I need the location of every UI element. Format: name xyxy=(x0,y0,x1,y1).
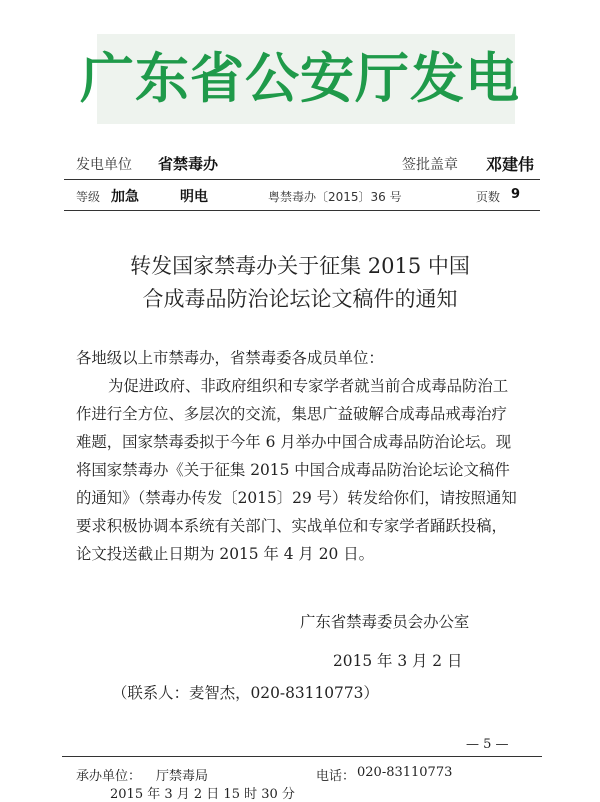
document-title-line-2: 合成毒品防治论坛论文稿件的通知 xyxy=(142,287,458,311)
body-line: 难题，国家禁毒委拟于今年 6 月举办中国合成毒品防治论坛。现 xyxy=(76,433,512,451)
masthead-title: 广东省公安厅发电 xyxy=(80,47,520,110)
document-body xyxy=(76,344,546,568)
body-line: 为促进政府、非政府组织和专家学者就当前合成毒品防治工 xyxy=(108,377,509,395)
pages-value: 9 xyxy=(511,187,521,202)
page-marker: — 5 — xyxy=(466,737,509,752)
sender-label: 发电单位 xyxy=(76,157,132,173)
grade-label: 等级 xyxy=(76,190,101,204)
approval-value: 邓建伟 xyxy=(486,155,535,174)
header-rule-1 xyxy=(64,179,540,180)
phone-label: 电话： xyxy=(316,769,356,784)
signature-date: 2015 年 3 月 2 日 xyxy=(333,652,463,670)
contact-line: （联系人：麦智杰，020-83110773） xyxy=(112,684,379,702)
header-rule-2 xyxy=(64,210,540,211)
pages-label: 页数 xyxy=(476,190,501,204)
document-title-line-1: 转发国家禁毒办关于征集 2015 中国 xyxy=(130,254,470,278)
grade-value: 加急 xyxy=(111,189,139,205)
body-line: 论文投送截止日期为 2015 年 4 月 20 日。 xyxy=(76,545,374,563)
telegram-type: 明电 xyxy=(180,189,208,205)
sender-value: 省禁毒办 xyxy=(158,155,219,173)
handler-value: 厅禁毒局 xyxy=(156,769,209,784)
footer-rule xyxy=(62,756,542,757)
timestamp: 2015 年 3 月 2 日 15 时 30 分 xyxy=(110,787,295,802)
salutation: 各地级以上市禁毒办，省禁毒委各成员单位： xyxy=(76,349,384,367)
body-line: 作进行全方位、多层次的交流，集思广益破解合成毒品戒毒治疗 xyxy=(76,405,507,423)
body-line: 的通知》（禁毒办传发〔2015〕29 号）转发给你们，请按照通知 xyxy=(76,489,517,507)
approval-label: 签批盖章 xyxy=(402,157,458,173)
signature-org: 广东省禁毒委员会办公室 xyxy=(300,613,470,631)
phone-value: 020-83110773 xyxy=(357,765,453,780)
document-number: 粤禁毒办〔2015〕36 号 xyxy=(268,190,402,204)
body-line: 要求积极协调本系统有关部门、实战单位和专家学者踊跃投稿， xyxy=(76,517,507,535)
body-line: 将国家禁毒办《关于征集 2015 中国合成毒品防治论坛论文稿件 xyxy=(76,461,510,479)
handler-label: 承办单位： xyxy=(76,769,142,784)
